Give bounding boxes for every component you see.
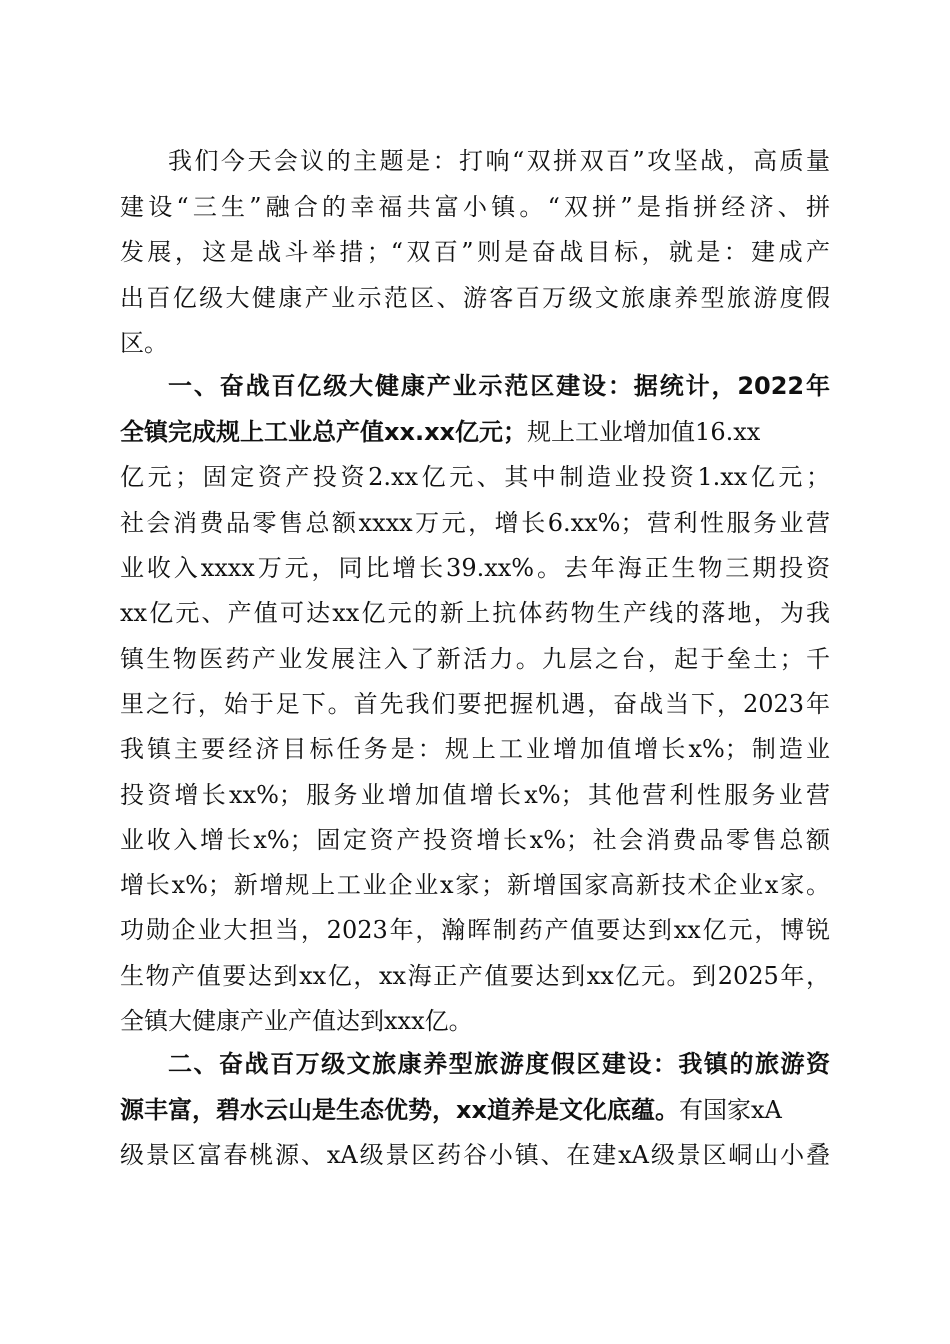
section-2-line-2	[120, 1087, 830, 1133]
section-2-line-2-text: 有国家xA	[678, 1096, 782, 1124]
section-1-line-2	[120, 409, 830, 455]
section-1-line-6: xx亿元、产值可达xx亿元的新上抗体药物生产线的落地，为我	[120, 599, 830, 627]
paragraph-1-line-5: 区。	[120, 329, 168, 357]
section-1-heading-line-2: 全镇完成规上工业总产值xx.xx亿元；	[120, 418, 528, 446]
section-2-heading-line-1: 二、奋战百万级文旅康养型旅游度假区建设：我镇的旅游资	[168, 1050, 830, 1078]
section-2-heading-line-2: 源丰富，碧水云山是生态优势，xx道养是文化底蕴。	[120, 1096, 679, 1124]
section-1-line-12: 增长x%；新增规上工业企业x家；新增国家高新技术企业x家。	[120, 871, 830, 899]
section-1-line-11: 业收入增长x%；固定资产投资增长x%；社会消费品零售总额	[120, 826, 830, 854]
section-1-line-9: 我镇主要经济目标任务是：规上工业增加值增长x%；制造业	[120, 735, 830, 763]
section-1-line-2-text: 规上工业增加值16.xx	[527, 418, 761, 446]
paragraph-1-line-2: 建设“三生”融合的幸福共富小镇。“双拼”是指拼经济、拼	[120, 193, 830, 221]
section-1-line-8: 里之行，始于足下。首先我们要把握机遇，奋战当下，2023年	[120, 690, 830, 718]
paragraph-1-line-4: 出百亿级大健康产业示范区、游客百万级文旅康养型旅游度假	[120, 284, 830, 312]
section-1-line-3: 亿元；固定资产投资2.xx亿元、其中制造业投资1.xx亿元；	[120, 463, 830, 491]
paragraph-1-line-1: 我们今天会议的主题是：打响“双拼双百”攻坚战，高质量	[168, 147, 830, 175]
section-1-heading-line-1: 一、奋战百亿级大健康产业示范区建设：据统计，2022年	[168, 372, 830, 400]
section-2-line-3: 级景区富春桃源、xA级景区药谷小镇、在建xA级景区峒山小叠	[120, 1141, 830, 1169]
section-1-line-7: 镇生物医药产业发展注入了新活力。九层之台，起于垒土；千	[120, 645, 830, 673]
section-1-line-5: 业收入xxxx万元，同比增长39.xx%。去年海正生物三期投资	[120, 554, 830, 582]
section-1-line-14: 生物产值要达到xx亿，xx海正产值要达到xx亿元。到2025年，	[120, 962, 830, 990]
section-1-line-15: 全镇大健康产业产值达到xxx亿。	[120, 1007, 473, 1035]
paragraph-1-line-3: 发展，这是战斗举措；“双百”则是奋战目标，就是：建成产	[120, 238, 830, 266]
section-1-line-4: 社会消费品零售总额xxxx万元，增长6.xx%；营利性服务业营	[120, 509, 830, 537]
section-1-line-13: 功勋企业大担当，2023年，瀚晖制药产值要达到xx亿元，博锐	[120, 916, 830, 944]
section-1-line-10: 投资增长xx%；服务业增加值增长x%；其他营利性服务业营	[120, 781, 830, 809]
